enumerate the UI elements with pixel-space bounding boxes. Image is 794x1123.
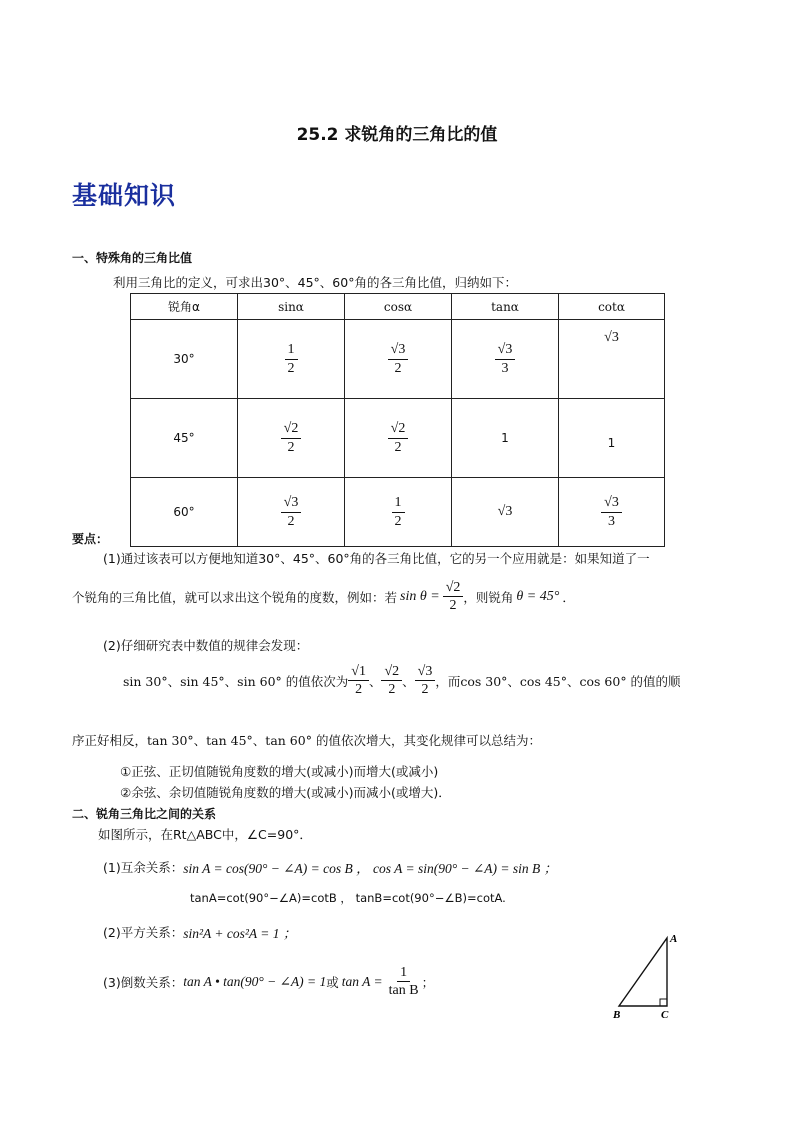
- fraction: $\frac{1}{2}$: [285, 342, 298, 376]
- keypoint-2-line-3: 序正好相反，tan 30°、tan 45°、tan 60° 的值依次增大，其变化规律可以总结为：: [72, 733, 541, 748]
- rule-1: ①正弦、正切值随锐角度数的增大(或减小)而增大(或减小): [120, 764, 439, 779]
- keypoints-label: 要点：: [72, 532, 109, 546]
- keypoint-2-line-1: (2)仔细研究表中数值的规律会发现：: [103, 638, 309, 653]
- table-row: [131, 478, 665, 547]
- value-cell: √3: [452, 478, 559, 547]
- fraction: $\frac{√2}{2}$: [388, 421, 409, 455]
- fraction: $\frac{√3}{2}$: [415, 664, 436, 698]
- value-cell: [452, 320, 559, 399]
- value-cell: [345, 399, 452, 478]
- triangle: [619, 938, 667, 1006]
- fraction: $\frac{√2}{2}$: [281, 421, 302, 455]
- header-cos: cosα: [345, 294, 452, 320]
- fraction: $\frac{√2}{2}$: [381, 664, 402, 698]
- value-cell: [345, 320, 452, 399]
- keypoint-1-line-2: 个锐角的三角比值，就可以求出这个锐角的度数，例如：若 sin θ = $\frac{√2}{2}$ ，则锐角 θ = 45° ．: [72, 580, 575, 614]
- header-angle: 锐角α: [131, 294, 238, 320]
- page-title: 25.2 求锐角的三角比的值: [296, 125, 498, 145]
- right-triangle-figure: [605, 928, 690, 1023]
- value-cell: [559, 478, 665, 547]
- part2-heading: 二、锐角三角比之间的关系: [72, 807, 217, 821]
- relation-3: (3)倒数关系： tan A • tan(90° − ∠A) = 1 或 tan A = $\frac{1}{\text{tan B}}$ ；: [103, 965, 435, 999]
- value-cell: [238, 320, 345, 399]
- relation-2: (2)平方关系： sin²A + cos²A = 1 ；: [103, 925, 297, 941]
- table-row: [131, 320, 665, 399]
- part1-heading: 一、特殊角的三角比值: [72, 251, 193, 265]
- relation-1: (1)互余关系： sin A = cos(90° − ∠A) = cos B ， cos A = sin(90° − ∠A) = sin B ；: [103, 860, 558, 876]
- fraction: $\frac{1}{2}$: [392, 495, 405, 529]
- table-row: [131, 399, 665, 478]
- right-angle-mark: [660, 999, 667, 1006]
- part2-intro: 如图所示，在Rt△ABC中，∠C=90°．: [98, 827, 312, 842]
- fraction: $\frac{√3}{3}$: [601, 495, 622, 529]
- vertex-c-label: C: [661, 1009, 669, 1021]
- header-tan: tanα: [452, 294, 559, 320]
- rule-2: ②余弦、余切值随锐角度数的增大(或减小)而减小(或增大)．: [120, 785, 451, 800]
- vertex-a-label: A: [670, 933, 678, 945]
- section-title: 基础知识: [72, 181, 177, 210]
- trig-value-table: [130, 293, 665, 547]
- angle-cell: 60°: [131, 478, 238, 547]
- angle-cell: 30°: [131, 320, 238, 399]
- vertex-b-label: B: [613, 1009, 621, 1021]
- value-cell: 1: [452, 399, 559, 478]
- value-cell: [345, 478, 452, 547]
- fraction: $\frac{√3}{3}$: [495, 342, 516, 376]
- fraction: $\frac{√2}{2}$: [443, 580, 464, 614]
- fraction: $\frac{√3}{2}$: [281, 495, 302, 529]
- header-sin: sinα: [238, 294, 345, 320]
- keypoint-1-line-1: (1)通过该表可以方便地知道30°、45°、60°角的各三角比值，它的另一个应用就是：如果知道了一: [103, 551, 650, 566]
- keypoint-2-line-2: sin 30°、sin 45°、sin 60° 的值依次为 $\frac{√1}{2}$ 、 $\frac{√2}{2}$ 、 $\frac{√3}{2}$ ，而cos 30°、cos 45°、cos 60° 的值的顺: [123, 664, 681, 698]
- fraction: $\frac{√1}{2}$: [348, 664, 369, 698]
- value-cell: √3: [559, 320, 665, 399]
- fraction: $\frac{1}{\text{tan B}}$: [388, 965, 419, 999]
- value-cell: [238, 399, 345, 478]
- value-cell: 1: [559, 399, 665, 478]
- relation-1-line-2: tanA=cot(90°−∠A)=cotB ， tanB=cot(90°−∠B)=cotA.: [190, 891, 506, 905]
- fraction: $\frac{√3}{2}$: [388, 342, 409, 376]
- part1-intro: 利用三角比的定义，可求出30°、45°、60°角的各三角比值，归纳如下：: [113, 275, 517, 290]
- header-cot: cotα: [559, 294, 665, 320]
- value-cell: [238, 478, 345, 547]
- angle-cell: 45°: [131, 399, 238, 478]
